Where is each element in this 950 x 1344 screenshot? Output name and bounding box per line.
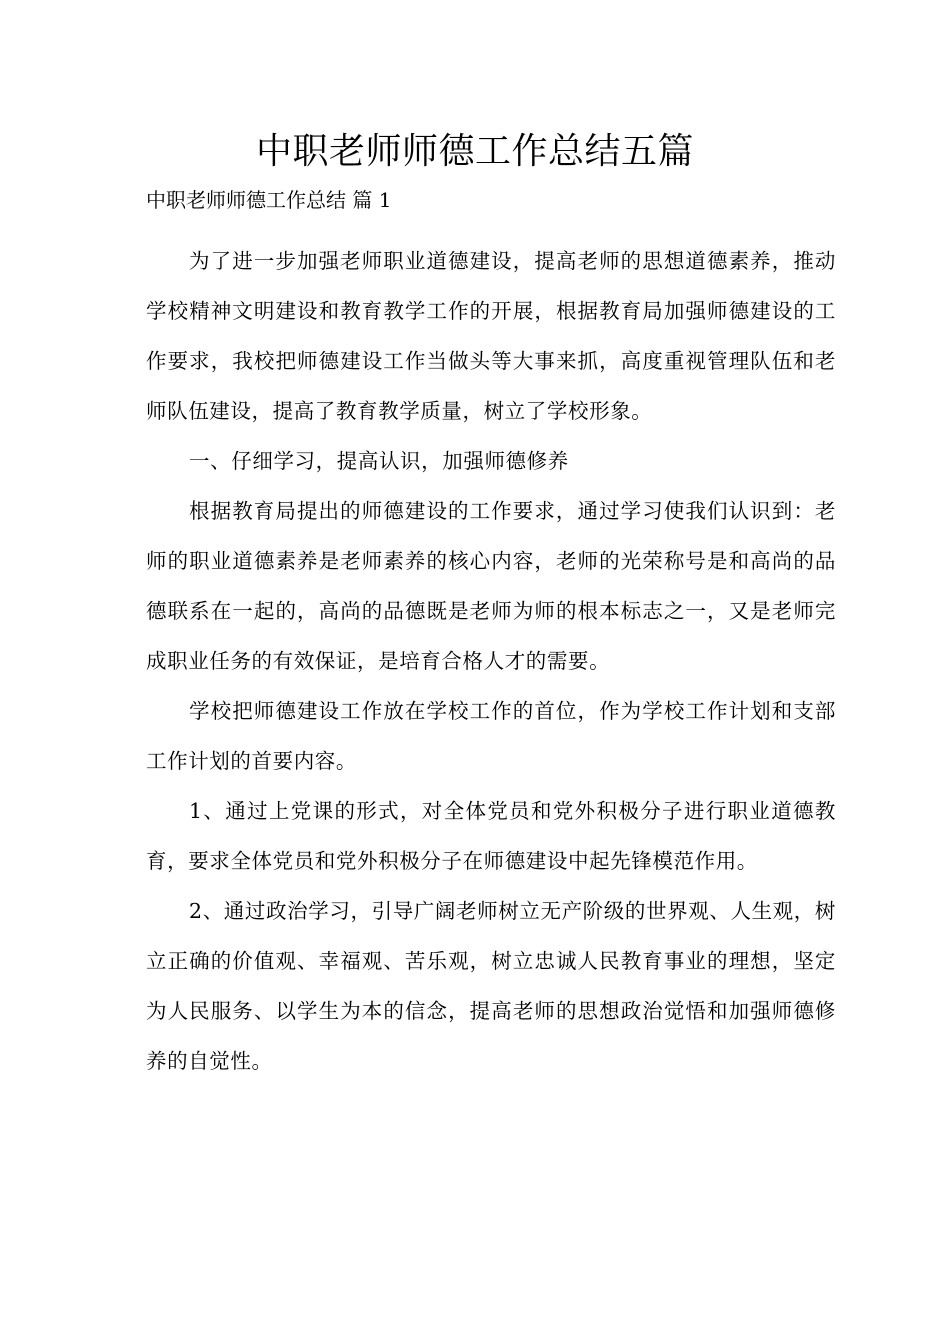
- paragraph: 为了进一步加强老师职业道德建设，提高老师的思想道德素养，推动学校精神文明建设和教育教学工作的开展，根据教育局加强师德建设的工作要求，我校把师德建设工作当做头等大事来抓，高度重视管理队伍和老师队伍建设，提高了教育教学质量，树立了学校形象。: [146, 249, 836, 423]
- paragraph: 1、通过上党课的形式，对全体党员和党外积极分子进行职业道德教育，要求全体党员和党外积极分子在师德建设中起先锋模范作用。: [146, 799, 836, 873]
- section-heading: 中职老师师德工作总结 篇 1: [146, 188, 392, 212]
- paragraph: 根据教育局提出的师德建设的工作要求，通过学习使我们认识到：老师的职业道德素养是老师素养的核心内容，老师的光荣称号是和高尚的品德联系在一起的，高尚的品德既是老师为师的根本标志之一，又是老师完成职业任务的有效保证，是培育合格人才的需要。: [146, 499, 836, 673]
- document-body: [146, 236, 836, 1086]
- document-title: 中职老师师德工作总结五篇: [255, 131, 694, 172]
- paragraph: 一、仔细学习，提高认识，加强师德修养: [189, 449, 569, 473]
- paragraph: 2、通过政治学习，引导广阔老师树立无产阶级的世界观、人生观，树立正确的价值观、幸福观、苦乐观，树立忠诚人民教育事业的理想，坚定为人民服务、以学生为本的信念，提高老师的思想政治觉悟和加强师德修养的自觉性。: [146, 899, 836, 1073]
- paragraph: 学校把师德建设工作放在学校工作的首位，作为学校工作计划和支部工作计划的首要内容。: [146, 699, 836, 773]
